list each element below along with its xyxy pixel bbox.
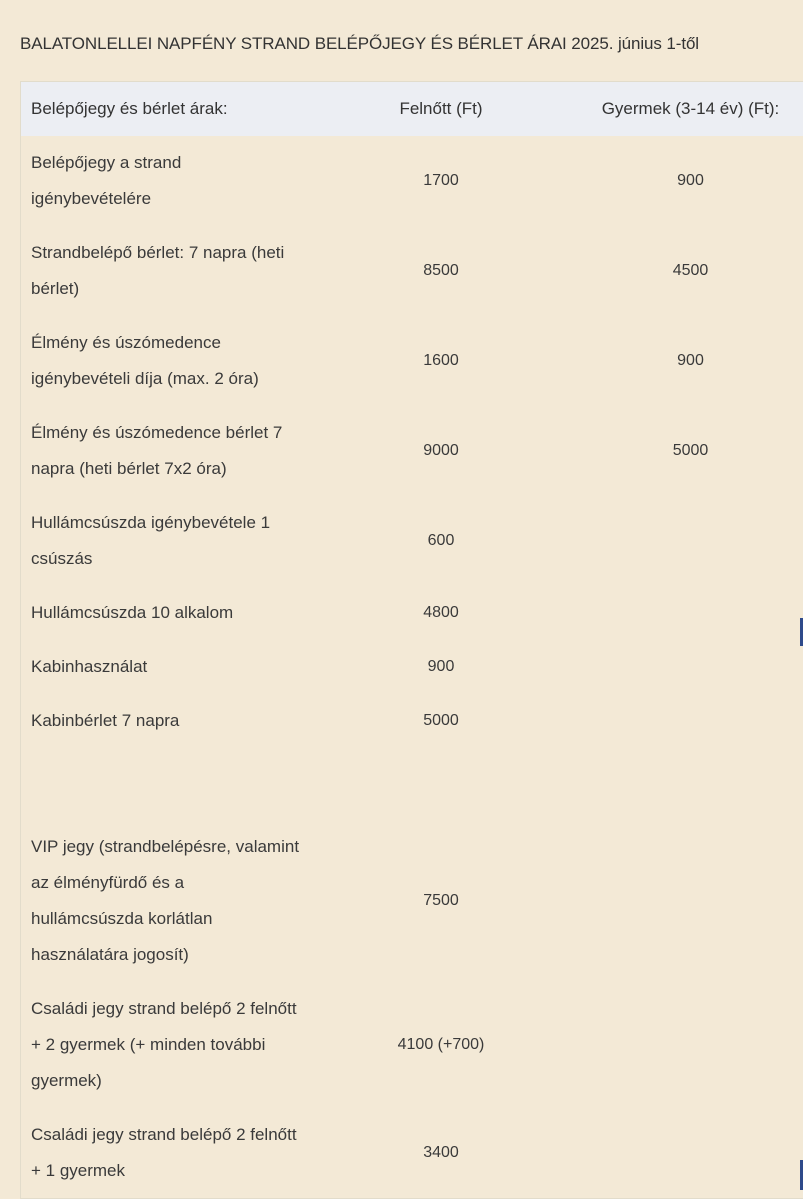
table-row bbox=[21, 694, 803, 748]
adult-price: 900 bbox=[311, 640, 571, 694]
ticket-name: Élmény és úszómedence bérlet 7 napra (heti bérlet 7x2 óra) bbox=[21, 406, 312, 496]
table-row bbox=[21, 640, 803, 694]
page-title: BALATONLELLEI NAPFÉNY STRAND BELÉPŐJEGY ÉS BÉRLET ÁRAI 2025. június 1-től bbox=[20, 34, 699, 54]
table-row bbox=[21, 982, 803, 1108]
table-row bbox=[21, 586, 803, 640]
header-ticket-type: Belépőjegy és bérlet árak: bbox=[21, 82, 312, 137]
adult-price: 9000 bbox=[311, 406, 571, 496]
adult-price: 1700 bbox=[311, 136, 571, 226]
child-price: 900 bbox=[571, 136, 803, 226]
ticket-name: Élmény és úszómedence igénybevételi díja (max. 2 óra) bbox=[21, 316, 312, 406]
table-spacer-row bbox=[21, 748, 803, 820]
adult-price: 7500 bbox=[311, 820, 571, 982]
table-header-row bbox=[21, 82, 803, 137]
table-row bbox=[21, 316, 803, 406]
adult-price: 600 bbox=[311, 496, 571, 586]
child-price bbox=[571, 820, 803, 982]
table-row bbox=[21, 1108, 803, 1199]
ticket-name: Hullámcsúszda igénybevétele 1 csúszás bbox=[21, 496, 312, 586]
spacer-cell bbox=[311, 748, 571, 820]
header-adult-price: Felnőtt (Ft) bbox=[311, 82, 571, 137]
adult-price: 8500 bbox=[311, 226, 571, 316]
ticket-name: Családi jegy strand belépő 2 felnőtt + 2 gyermek (+ minden további gyermek) bbox=[21, 982, 312, 1108]
ticket-name: Belépőjegy a strand igénybevételére bbox=[21, 136, 312, 226]
ticket-name: Kabinhasználat bbox=[21, 640, 312, 694]
adult-price: 3400 bbox=[311, 1108, 571, 1199]
table-row bbox=[21, 820, 803, 982]
child-price bbox=[571, 982, 803, 1108]
header-child-price: Gyermek (3-14 év) (Ft): bbox=[571, 82, 803, 137]
table-row bbox=[21, 496, 803, 586]
ticket-name: Hullámcsúszda 10 alkalom bbox=[21, 586, 312, 640]
adult-price: 5000 bbox=[311, 694, 571, 748]
child-price bbox=[571, 694, 803, 748]
ticket-name: Kabinbérlet 7 napra bbox=[21, 694, 312, 748]
spacer-cell bbox=[571, 748, 803, 820]
ticket-name: Strandbelépő bérlet: 7 napra (heti bérlet) bbox=[21, 226, 312, 316]
table-row bbox=[21, 136, 803, 226]
child-price bbox=[571, 1108, 803, 1199]
ticket-name: VIP jegy (strandbelépésre, valamint az élményfürdő és a hullámcsúszda korlátlan használatára jogosít) bbox=[21, 820, 312, 982]
adult-price: 4100 (+700) bbox=[311, 982, 571, 1108]
child-price bbox=[571, 496, 803, 586]
child-price bbox=[571, 586, 803, 640]
child-price bbox=[571, 640, 803, 694]
child-price: 4500 bbox=[571, 226, 803, 316]
spacer-cell bbox=[21, 748, 312, 820]
table-row bbox=[21, 406, 803, 496]
table-row bbox=[21, 226, 803, 316]
price-table bbox=[20, 81, 803, 1199]
ticket-name: Családi jegy strand belépő 2 felnőtt + 1 gyermek bbox=[21, 1108, 312, 1199]
child-price: 900 bbox=[571, 316, 803, 406]
adult-price: 1600 bbox=[311, 316, 571, 406]
child-price: 5000 bbox=[571, 406, 803, 496]
adult-price: 4800 bbox=[311, 586, 571, 640]
